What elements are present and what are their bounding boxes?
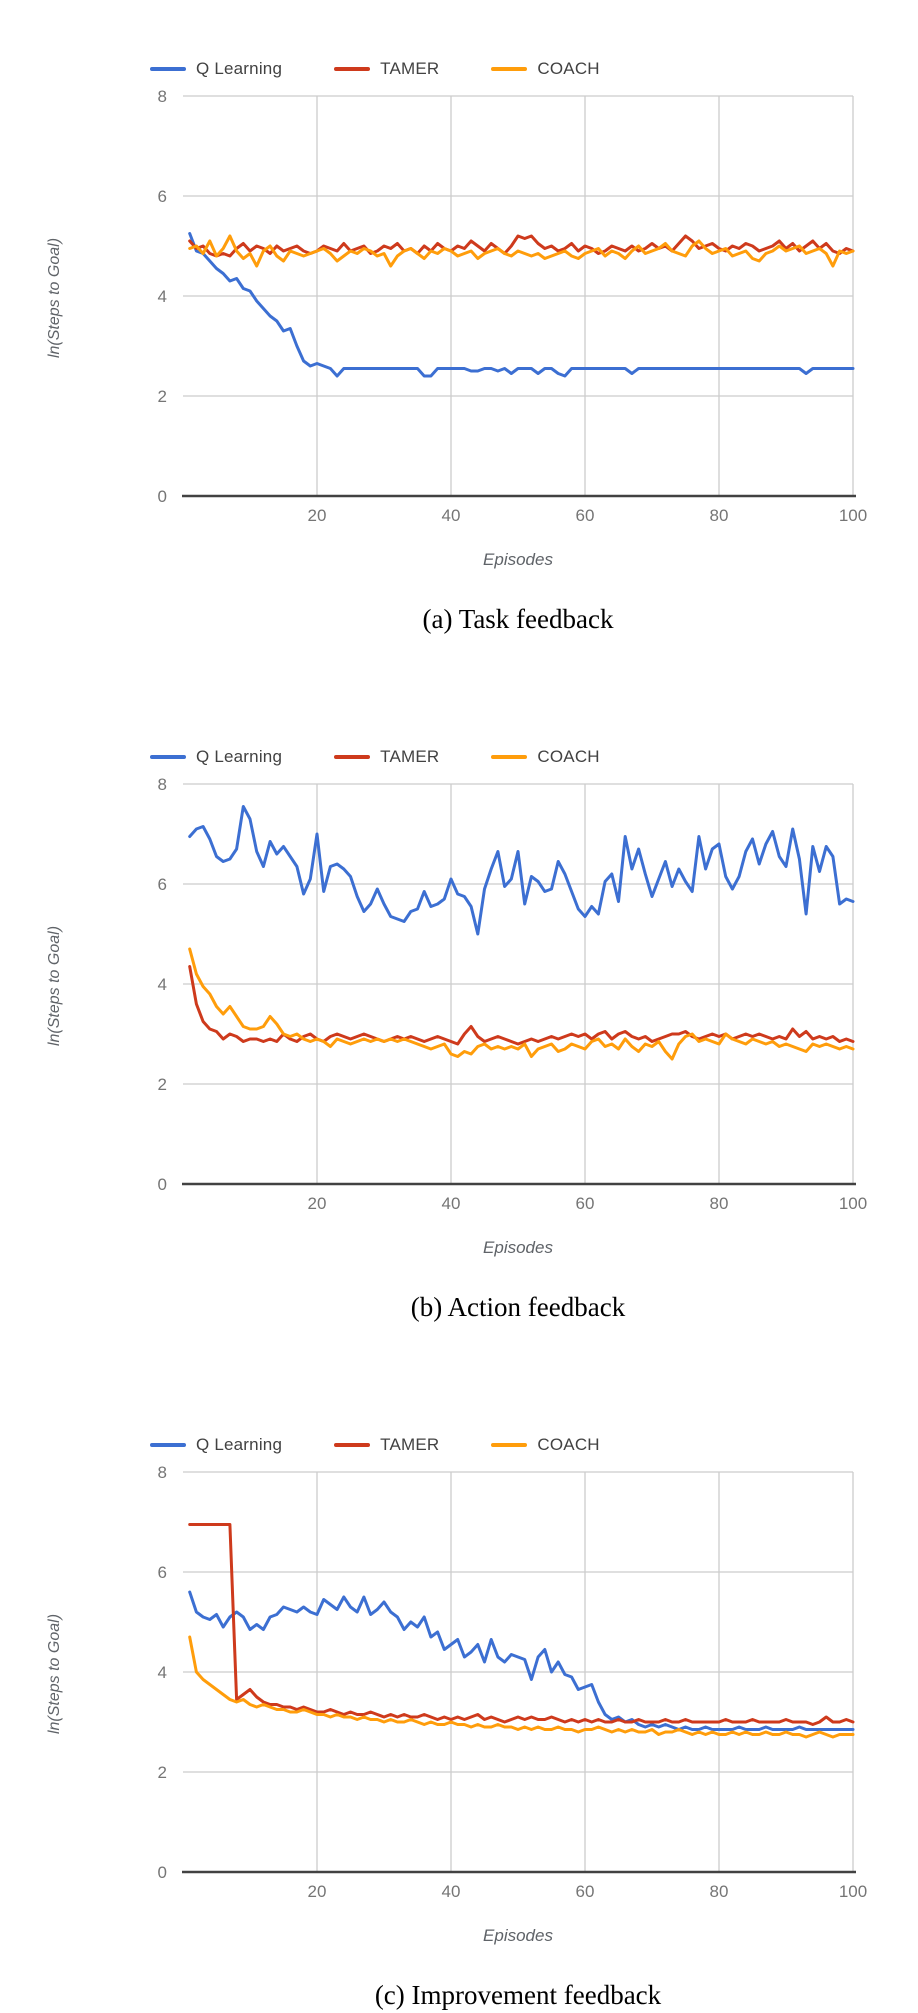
- legend-label-q-learning: Q Learning: [196, 59, 283, 78]
- chart-legend: [150, 1434, 918, 1456]
- svg-text:20: 20: [307, 1194, 327, 1213]
- svg-text:20: 20: [307, 1882, 327, 1901]
- svg-text:2: 2: [157, 1075, 167, 1094]
- legend-swatch-tamer: [334, 67, 370, 71]
- line-chart-improvement-feedback: [95, 1462, 885, 1902]
- chart-legend: [150, 58, 918, 80]
- x-axis-title: Episodes: [483, 550, 553, 569]
- svg-text:6: 6: [157, 1563, 167, 1582]
- legend-swatch-tamer: [334, 1443, 370, 1447]
- svg-text:6: 6: [157, 187, 167, 206]
- svg-text:60: 60: [575, 1882, 595, 1901]
- svg-text:60: 60: [575, 506, 595, 525]
- svg-text:2: 2: [157, 1763, 167, 1782]
- figure-caption-b: (b) Action feedback: [410, 1292, 626, 1322]
- legend-label-tamer: TAMER: [380, 1435, 440, 1454]
- legend-item-tamer: [334, 747, 439, 767]
- svg-text:40: 40: [441, 506, 461, 525]
- y-axis-title: ln(Steps to Goal): [46, 925, 63, 1047]
- legend-label-coach: COACH: [537, 747, 600, 766]
- legend-item-q-learning: [150, 1435, 282, 1455]
- legend-swatch-q-learning: [150, 1443, 186, 1447]
- line-chart-action-feedback: [95, 774, 885, 1214]
- figure-caption-a: (a) Task feedback: [422, 604, 614, 634]
- figure-a-task-feedback: [0, 58, 918, 636]
- figure-c-improvement-feedback: [0, 1434, 918, 2012]
- legend-label-q-learning: Q Learning: [196, 1435, 283, 1454]
- legend-item-coach: [491, 59, 599, 79]
- svg-text:4: 4: [157, 1663, 167, 1682]
- svg-text:80: 80: [709, 506, 729, 525]
- svg-text:2: 2: [157, 387, 167, 406]
- svg-text:8: 8: [157, 1463, 167, 1482]
- x-axis-title: Episodes: [483, 1926, 553, 1945]
- svg-text:60: 60: [575, 1194, 595, 1213]
- svg-text:4: 4: [157, 287, 167, 306]
- legend-item-q-learning: [150, 59, 282, 79]
- svg-text:80: 80: [709, 1194, 729, 1213]
- svg-text:20: 20: [307, 506, 327, 525]
- figure-caption-c: (c) Improvement feedback: [374, 1980, 662, 2010]
- y-axis-title: ln(Steps to Goal): [46, 1613, 63, 1735]
- svg-text:80: 80: [709, 1882, 729, 1901]
- svg-text:0: 0: [157, 1175, 167, 1194]
- svg-text:8: 8: [157, 87, 167, 106]
- figure-b-action-feedback: [0, 746, 918, 1324]
- svg-text:40: 40: [441, 1194, 461, 1213]
- svg-text:100: 100: [838, 1882, 868, 1901]
- svg-text:4: 4: [157, 975, 167, 994]
- line-chart-task-feedback: [95, 86, 885, 526]
- y-axis-title: ln(Steps to Goal): [46, 237, 63, 359]
- legend-label-tamer: TAMER: [380, 747, 440, 766]
- chart-legend: [150, 746, 918, 768]
- legend-swatch-coach: [491, 755, 527, 759]
- legend-item-coach: [491, 1435, 599, 1455]
- legend-item-q-learning: [150, 747, 282, 767]
- legend-label-coach: COACH: [537, 1435, 600, 1454]
- legend-swatch-tamer: [334, 755, 370, 759]
- legend-swatch-coach: [491, 1443, 527, 1447]
- x-axis-title: Episodes: [483, 1238, 553, 1257]
- svg-text:8: 8: [157, 775, 167, 794]
- legend-item-tamer: [334, 1435, 439, 1455]
- svg-text:100: 100: [838, 1194, 868, 1213]
- svg-text:0: 0: [157, 1863, 167, 1882]
- svg-text:6: 6: [157, 875, 167, 894]
- svg-text:40: 40: [441, 1882, 461, 1901]
- chart-area: [0, 1462, 918, 1902]
- legend-swatch-q-learning: [150, 755, 186, 759]
- legend-item-tamer: [334, 59, 439, 79]
- svg-text:0: 0: [157, 487, 167, 506]
- svg-text:100: 100: [838, 506, 868, 525]
- chart-area: [0, 774, 918, 1214]
- legend-swatch-q-learning: [150, 67, 186, 71]
- legend-swatch-coach: [491, 67, 527, 71]
- chart-area: [0, 86, 918, 526]
- legend-label-q-learning: Q Learning: [196, 747, 283, 766]
- legend-label-coach: COACH: [537, 59, 600, 78]
- legend-item-coach: [491, 747, 599, 767]
- legend-label-tamer: TAMER: [380, 59, 440, 78]
